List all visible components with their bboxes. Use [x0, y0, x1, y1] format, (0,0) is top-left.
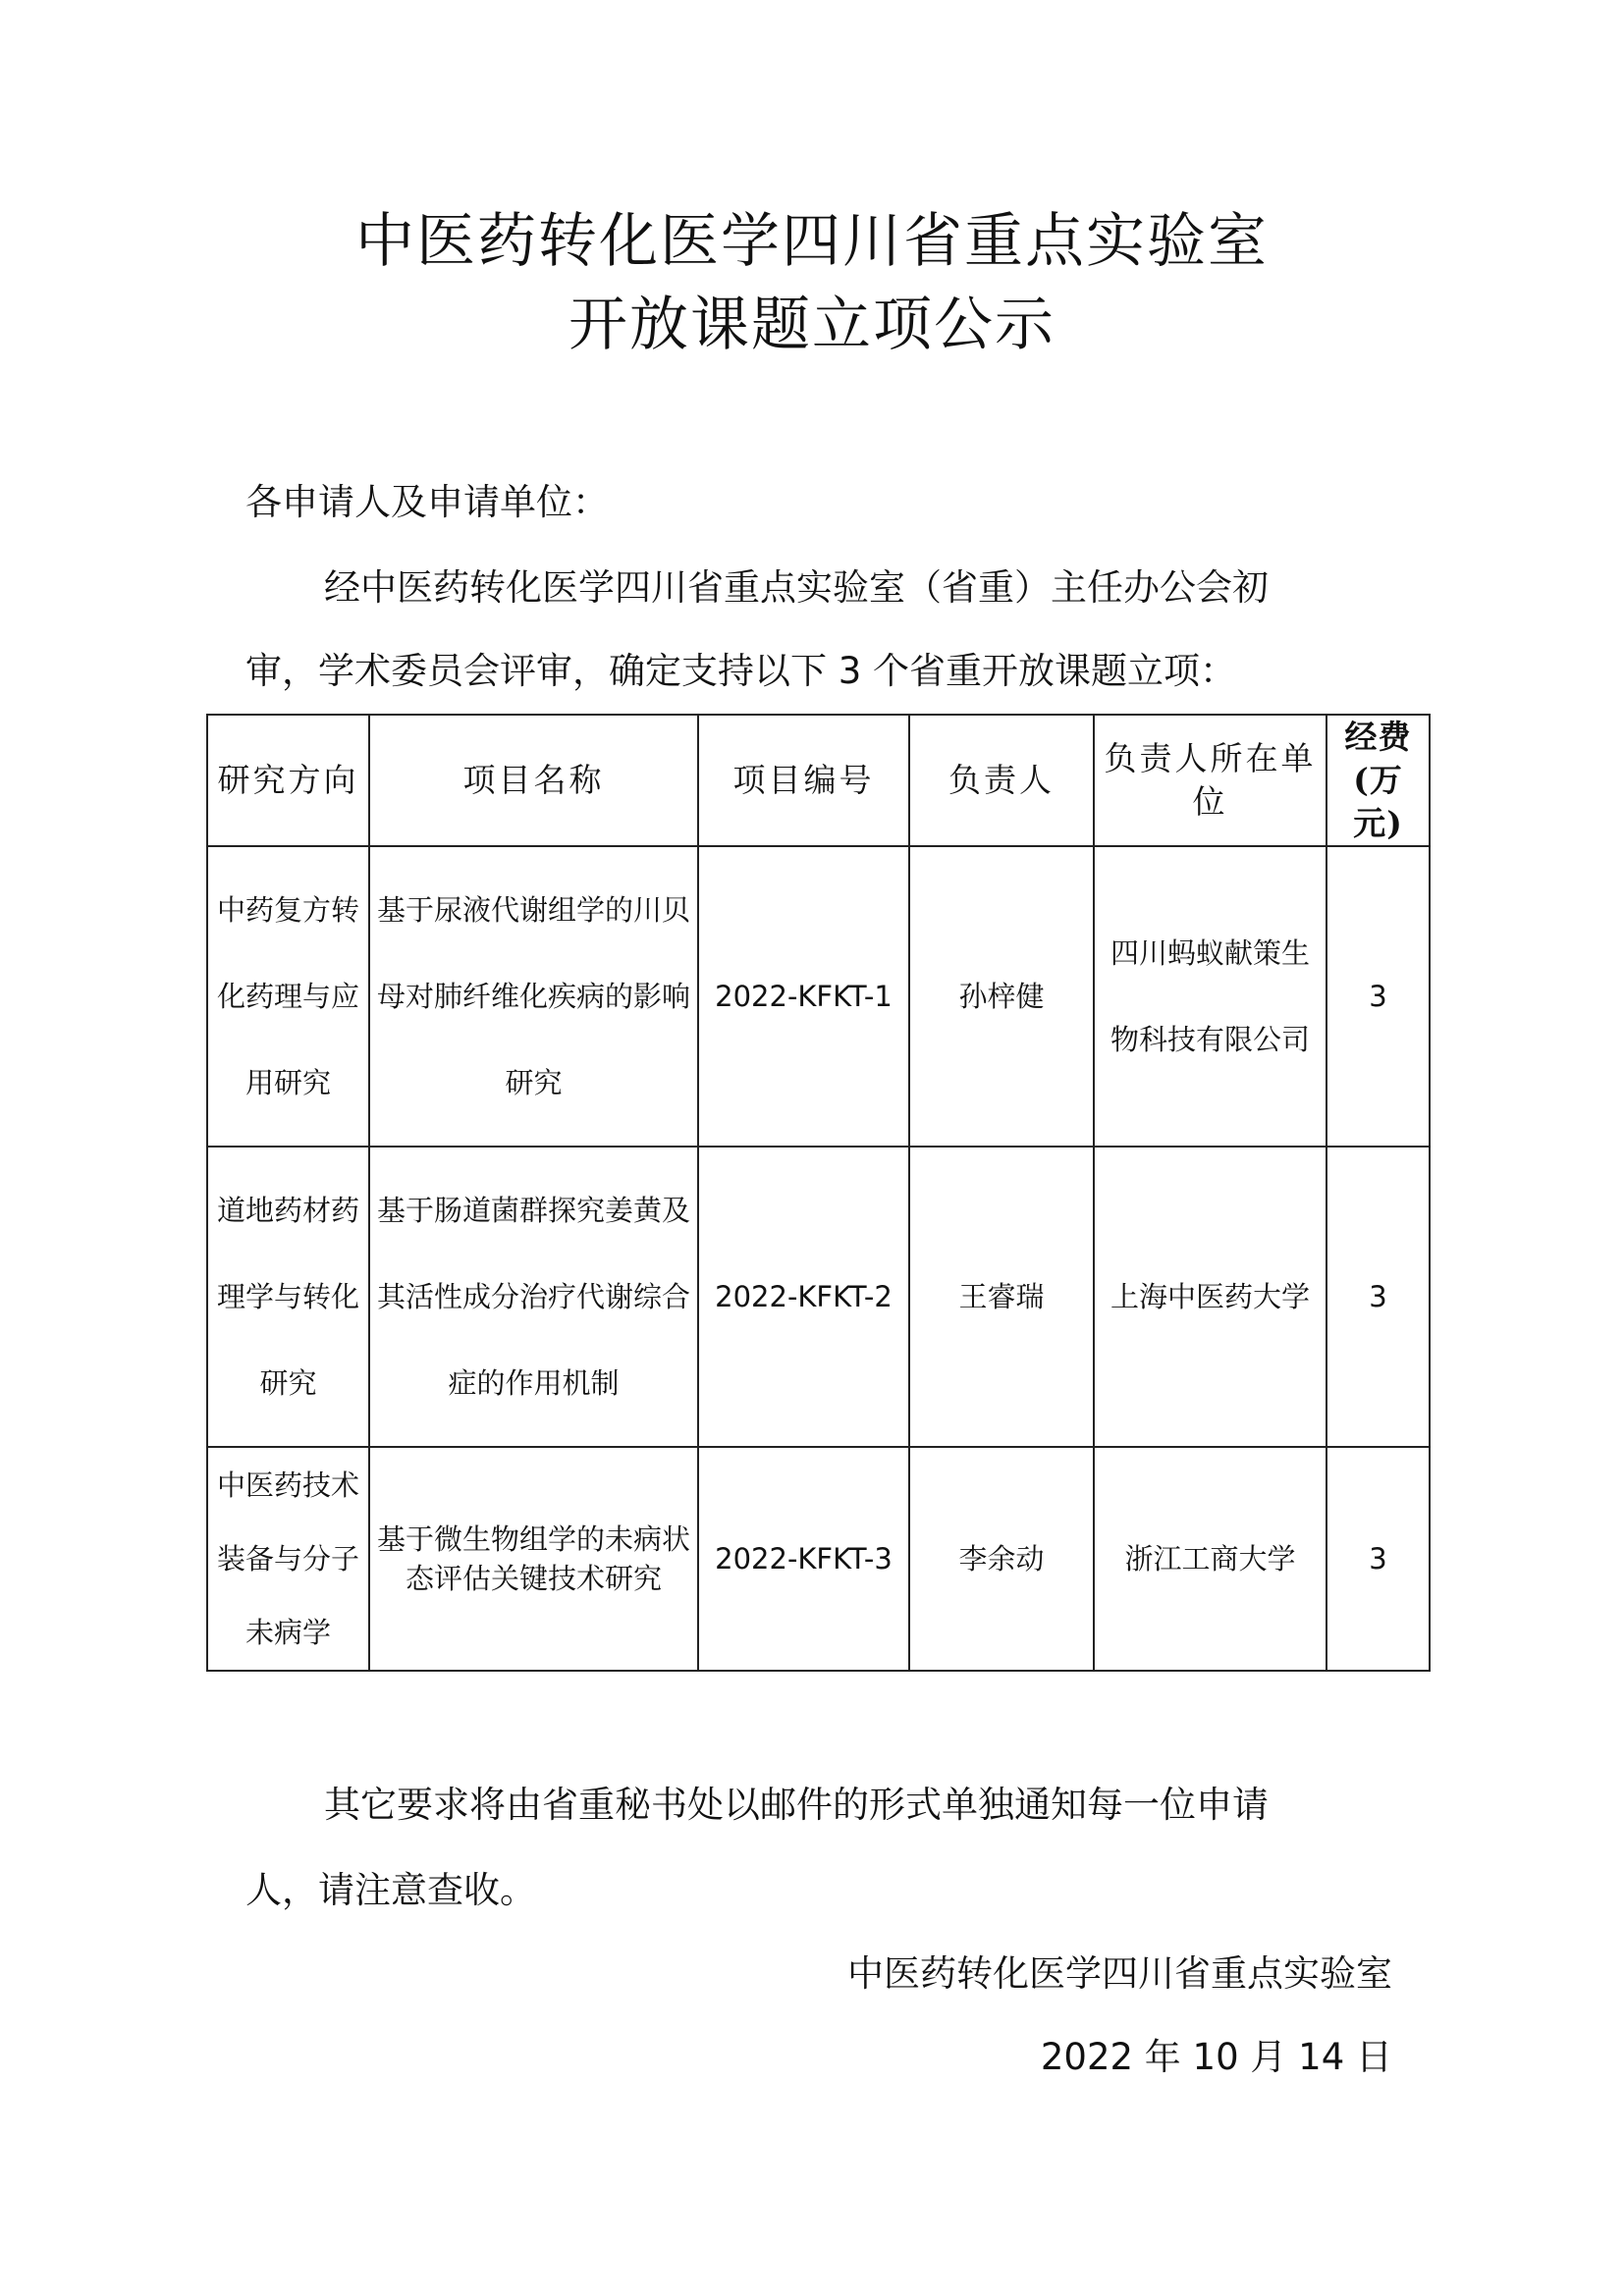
- cell-line: 中医药技术: [216, 1468, 359, 1502]
- cell-line: 四川蚂蚁献策生: [1110, 936, 1310, 970]
- header-fund: [1326, 715, 1430, 846]
- cell-direction: [207, 1147, 369, 1447]
- cell-line: 研究: [505, 1066, 563, 1099]
- closing-paragraph-line2: 人，请注意查收。: [245, 1869, 536, 1911]
- cell-project-code: 2022-KFKT-2: [698, 1147, 909, 1447]
- cell-line: 上海中医药大学: [1110, 1280, 1310, 1313]
- cell-unit: [1094, 1447, 1326, 1671]
- cell-line: 浙江工商大学: [1124, 1542, 1296, 1575]
- cell-line: 化药理与应: [216, 980, 359, 1013]
- cell-project-name: [369, 846, 698, 1147]
- cell-fund: 3: [1326, 846, 1430, 1147]
- signature: 中医药转化医学四川省重点实验室: [847, 1952, 1392, 1995]
- cell-line: 症的作用机制: [448, 1366, 620, 1400]
- table-row: [207, 1147, 1430, 1447]
- cell-direction: [207, 1447, 369, 1671]
- cell-unit: [1094, 846, 1326, 1147]
- cell-line: 研究: [259, 1366, 317, 1400]
- cell-line: 其活性成分治疗代谢综合: [376, 1280, 690, 1313]
- header-project-name: 项目名称: [369, 715, 698, 846]
- header-project-code: 项目编号: [698, 715, 909, 846]
- header-leader: 负责人: [909, 715, 1094, 846]
- header-unit: [1094, 715, 1326, 846]
- table-header-row: [207, 715, 1430, 846]
- cell-project-code: 2022-KFKT-3: [698, 1447, 909, 1671]
- cell-direction: [207, 846, 369, 1147]
- cell-project-name: [369, 1147, 698, 1447]
- header-unit-line1: 负责人所在单: [1104, 739, 1317, 777]
- cell-line: 道地药材药: [216, 1194, 359, 1227]
- cell-line: 未病学: [244, 1615, 331, 1649]
- cell-line: 物科技有限公司: [1110, 1023, 1310, 1056]
- cell-leader: 王睿瑞: [909, 1147, 1094, 1447]
- table-row: [207, 846, 1430, 1147]
- cell-line: 基于尿液代谢组学的川贝: [376, 893, 690, 927]
- date: 2022 年 10 月 14 日: [1040, 2036, 1392, 2078]
- header-unit-line2: 位: [1192, 782, 1228, 821]
- cell-line: 用研究: [244, 1066, 331, 1099]
- header-direction: 研究方向: [207, 715, 369, 846]
- closing-paragraph-line1: 其它要求将由省重秘书处以邮件的形式单独通知每一位申请: [324, 1784, 1269, 1826]
- cell-line: 基于肠道菌群探究姜黄及: [376, 1194, 690, 1227]
- cell-line: 态评估关键技术研究: [405, 1562, 662, 1595]
- salutation: 各申请人及申请单位：: [245, 481, 609, 523]
- cell-line: 理学与转化: [216, 1280, 359, 1313]
- cell-leader: 孙梓健: [909, 846, 1094, 1147]
- header-fund-line1: 经费: [1344, 718, 1412, 756]
- cell-line: 中药复方转: [216, 893, 359, 927]
- cell-line: 基于微生物组学的未病状: [376, 1522, 690, 1556]
- cell-line: 装备与分子: [216, 1541, 359, 1575]
- intro-paragraph-line2: 审，学术委员会评审，确定支持以下 3 个省重开放课题立项：: [245, 650, 1237, 692]
- cell-project-name: [369, 1447, 698, 1671]
- cell-fund: 3: [1326, 1447, 1430, 1671]
- cell-project-code: 2022-KFKT-1: [698, 846, 909, 1147]
- document-title-line2: 开放课题立项公示: [568, 291, 1056, 359]
- projects-table: [206, 714, 1431, 1672]
- intro-paragraph-line1: 经中医药转化医学四川省重点实验室（省重）主任办公会初: [324, 566, 1269, 609]
- document-title-line1: 中医药转化医学四川省重点实验室: [355, 207, 1269, 276]
- cell-line: 母对肺纤维化疾病的影响: [376, 980, 690, 1013]
- table-row: [207, 1447, 1430, 1671]
- cell-unit: [1094, 1147, 1326, 1447]
- cell-leader: 李余动: [909, 1447, 1094, 1671]
- cell-fund: 3: [1326, 1147, 1430, 1447]
- header-fund-line2: (万元): [1353, 761, 1403, 842]
